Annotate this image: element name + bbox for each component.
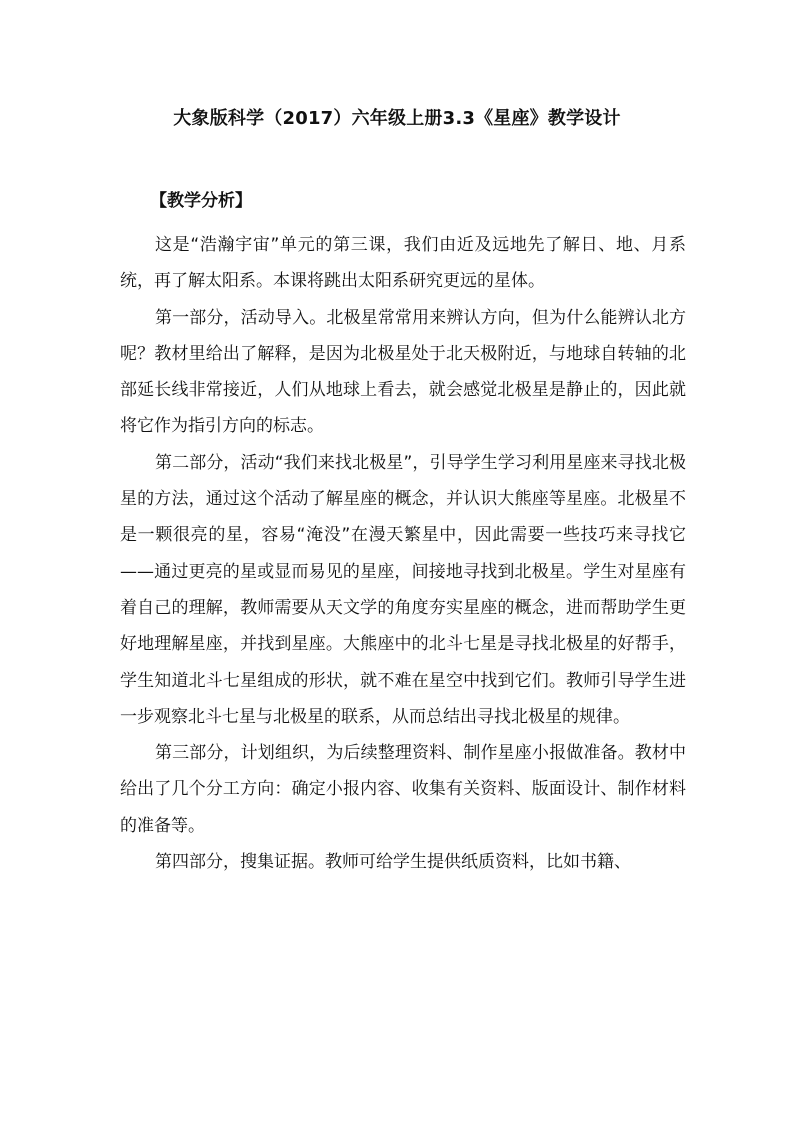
paragraph-part-four: 第四部分，搜集证据。教师可给学生提供纸质资料，比如书籍、 [155, 852, 631, 873]
paragraph-part-two: 第二部分，活动“我们来找北极星”，引导学生学习利用星座来寻找北极星的方法，通过这个活动了解星座的概念，并认识大熊座等星座。北极星不是一颗很亮的星，容易“淹没”在漫天繁星中，因此需要一些技巧来寻找它——通过更亮的星或显而易见的星座，间接地寻找到北极星。学生对星座有着自己的理解，教师需要从天文学的角度夯实星座的概念，进而帮助学生更好地理解星座，并找到星座。大熊座中的北斗七星是寻找北极星的好帮手，学生知道北斗七星组成的形状，就不难在星空中找到它们。教师引导学生进一步观察北斗七星与北极星的联系，从而总结出寻找北极星的规律。 [120, 452, 686, 727]
paragraph-part-one: 第一部分，活动导入。北极星常常用来辨认方向，但为什么能辨认北方呢？教材里给出了解释，是因为北极星处于北天极附近，与地球自转轴的北部延长线非常接近，人们从地球上看去，就会感觉北极星是静止的，因此就将它作为指引方向的标志。 [120, 307, 686, 437]
section-heading: 【教学分析】 [150, 191, 252, 211]
paragraph-intro: 这是“浩瀚宇宙”单元的第三课，我们由近及远地先了解日、地、月系统，再了解太阳系。本课将跳出太阳系研究更远的星体。 [120, 235, 686, 292]
document-title: 大象版科学（2017）六年级上册3.3《星座》教学设计 [173, 108, 621, 129]
paragraph-part-three: 第三部分，计划组织，为后续整理资料、制作星座小报做准备。教材中给出了几个分工方向：确定小报内容、收集有关资料、版面设计、制作材料的准备等。 [120, 743, 686, 836]
body-text [120, 227, 686, 880]
